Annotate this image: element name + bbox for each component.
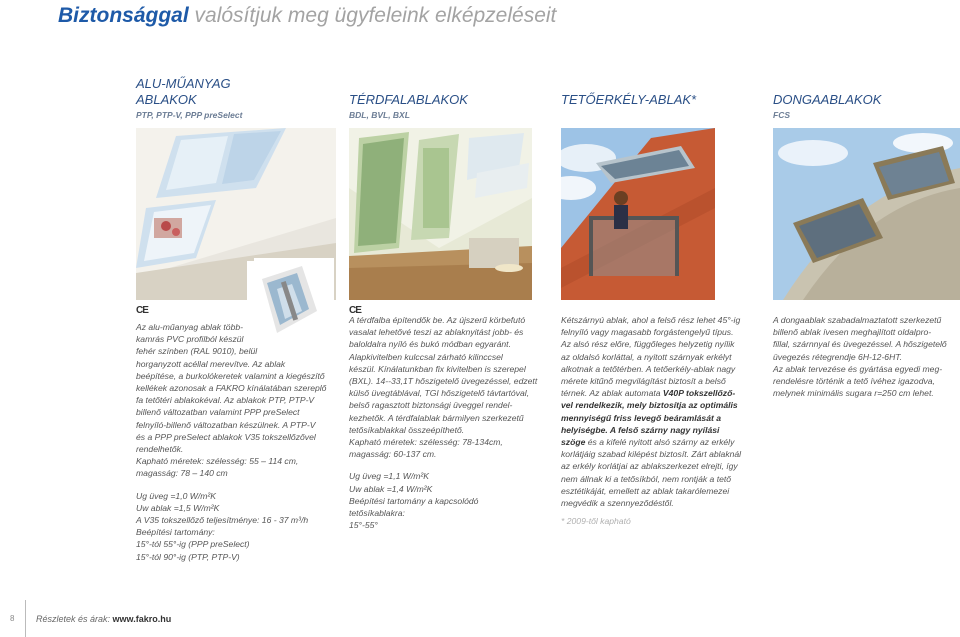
desc-alu-line: horganyzott acéllal merevítve. Az ablak [136, 358, 286, 369]
desc-erkely-line: Az alsó rész előre, függőleges helyzetig nyílik [561, 339, 735, 350]
desc-alu-line: rendelhetők. [136, 444, 184, 455]
col-subtitle-1: PTP, PTP-V, PPP preSelect [136, 110, 243, 120]
desc-alu [136, 321, 346, 563]
terdfal-uw-value: Uw ablak =1,4 W/m²K [349, 483, 433, 494]
desc-terdfal-line: baloldalra nyíló és bukó módban egyaránt. [349, 339, 511, 350]
desc-alu-line: és a PPP preSelect ablakok V35 tokszellőzővel [136, 431, 316, 442]
desc-erkely [561, 314, 766, 527]
headline-rest: valósítjuk meg ügyfeleink elképzeléseit [188, 4, 557, 27]
desc-donga [773, 314, 958, 399]
desc-terdfal-line: tetősíkablakkal összeépíthető. [349, 424, 465, 435]
desc-alu-line: kellékek azonosak a FAKRO kínálatában szereplő [136, 383, 327, 394]
desc-erkely-bold: V40P tokszellőző- [662, 388, 736, 399]
desc-donga-line: melynek minimális sugara r=250 cm lehet. [773, 388, 934, 399]
desc-erkely-line [561, 412, 766, 424]
footer-label: Részletek és árak: [36, 614, 113, 624]
desc-erkely-line: mérete kitűnő megvilágítást biztosít a belső [561, 376, 726, 387]
col-header-erkely [561, 92, 696, 108]
desc-erkely-line: nem állnak ki a tetősíkból, nem rontják a tető [561, 473, 732, 484]
col-header-donga [773, 92, 881, 120]
desc-donga-line: Az ablak tervezése és gyártása egyedi meg- [773, 363, 943, 374]
desc-terdfal [349, 314, 554, 531]
col-title-1a: ALU-MŰANYAG [136, 76, 231, 91]
desc-donga-line: fillal, szárnnyal és üvegezéssel. A hőszigetelő [773, 339, 947, 350]
desc-erkely-line: alkotnak a tetőtérben. A tetőerkély-ablak nagy [561, 363, 736, 374]
footer-divider [25, 600, 26, 637]
photo-roof-balcony [561, 128, 715, 300]
col-subtitle-4: FCS [773, 110, 790, 120]
desc-erkely-line: esztétikáját, emellett az ablak takarólemezei [561, 485, 730, 496]
desc-erkely-line: Kétszárnyú ablak, ahol a felső rész lehet 45°-ig [561, 315, 741, 325]
desc-donga-line: A dongaablak szabadalmaztatott szerkezetű [773, 315, 942, 325]
desc-erkely-line: megvédik a szennyeződéstől. [561, 498, 674, 509]
desc-erkely-text: és a kifelé nyitott alsó szárny az erkély [585, 437, 735, 448]
ce-mark-1: CE [136, 305, 148, 316]
col-title-2: TÉRDFALABLAKOK [349, 92, 468, 107]
desc-alu-line: fehér színben (RAL 9010), belül [136, 346, 258, 357]
photo-barrel-windows [773, 128, 960, 300]
desc-terdfal-line: magasság: 60-137 cm. [349, 449, 437, 460]
desc-terdfal-line: készül. Kínálatunkban fix kivitelben is szerepel [349, 363, 526, 374]
desc-alu-line: billenő változatban valamint PPP preSelect [136, 407, 300, 418]
desc-terdfal-line: (BXL). 14--33,1T hőszigetelő üvegezéssel, edzett [349, 376, 538, 387]
desc-erkely-line: korlátjáig szabad kilépést biztosít. Zárt ablaknál [561, 449, 742, 460]
alu-range-1: 15°-tól 55°-ig (PPP preSelect) [136, 539, 250, 550]
alu-range-label: Beépítési tartomány: [136, 527, 215, 538]
alu-ug-value: Ug üveg =1,0 W/m²K [136, 490, 216, 501]
desc-erkely-line: az oldalsó korláttal, a nyitott szárnyak erkélyt [561, 351, 732, 362]
desc-terdfal-line: belső ragasztott biztonsági üveggel rendel- [349, 400, 513, 411]
desc-erkely-bold: szöge [561, 437, 586, 448]
desc-erkely-bold: mennyiségű friss levegő beáramlását a [561, 412, 722, 423]
desc-donga-line: rendelésre történik a tető ívéhez igazodva, [773, 376, 935, 387]
alu-range-2: 15°-tól 90°-ig (PTP, PTP-V) [136, 551, 240, 562]
footer-url-link[interactable]: www.fakro.hu [112, 614, 172, 624]
col-subtitle-2: BDL, BVL, BXL [349, 110, 410, 120]
footer-text [36, 614, 171, 624]
alu-v35-value: A V35 tokszellőző teljesítménye: 16 - 37 m³/h [136, 515, 309, 526]
col-header-terdfal [349, 92, 468, 120]
desc-alu-line: beépítése, a burkolókeretek valamint a kiegészítő [136, 370, 325, 381]
terdfal-range-label: Beépítési tartomány a kapcsolódó [349, 495, 479, 506]
desc-alu-line: Az alu-műanyag ablak több- [136, 322, 244, 332]
terdfal-range: 15°-55° [349, 520, 378, 531]
desc-erkely-bold: vel rendelkezik, mely biztosítja az optimális [561, 400, 738, 411]
ce-mark-2: CE [349, 305, 361, 316]
col-title-3: TETŐERKÉLY-ABLAK* [561, 92, 697, 107]
desc-erkely-line: felnyíló vagy magasabb forgástengelyű típus. [561, 327, 734, 338]
terdfal-range-label-2: tetősíkablakra: [349, 508, 405, 519]
terdfal-ug-value: Ug üveg =1,1 W/m²K [349, 471, 429, 482]
page-number: 8 [10, 614, 15, 623]
col-title-1b: ABLAKOK [136, 92, 197, 107]
desc-erkely-line [561, 387, 766, 399]
desc-donga-line: billenő ablak ívesen meghajlított oldalpro- [773, 327, 932, 338]
desc-erkely-text: térnek. Az ablak automata [561, 388, 663, 399]
desc-terdfal-line: Kapható méretek: szélesség: 78-134cm, [349, 437, 503, 448]
desc-erkely-line [561, 399, 766, 411]
desc-erkely-line [561, 424, 766, 436]
desc-erkely-bold: helyiségbe. A felső szárny nagy nyílási [561, 424, 720, 435]
col-title-4: DONGAABLAKOK [773, 92, 882, 107]
desc-erkely-line: az erkély korlátjai az ablakszerkezet elrejti, így [561, 461, 738, 472]
availability-note: * 2009-től kapható [561, 516, 631, 527]
desc-alu-line: kamrás PVC profilból készül [136, 334, 244, 345]
alu-uw-value: Uw ablak =1,5 W/m²K [136, 502, 220, 513]
headline-bold: Biztonsággal [58, 4, 189, 27]
desc-terdfal-line: vasalat lehetővé teszi az ablaknyitást jobb- és [349, 327, 524, 338]
desc-alu-line: felnyíló-billenő változatban készülnek. A PTP-V [136, 419, 316, 430]
desc-donga-line: üvegezés rétegrendje 6H-12-6HT. [773, 351, 903, 362]
desc-terdfal-line: Alapkivitelben kulccsal zárható kilinccsel [349, 351, 503, 362]
photo-knee-wall-windows [349, 128, 532, 300]
desc-alu-line: magasság: 78 – 140 cm [136, 468, 228, 479]
col-header-alu [136, 76, 242, 120]
desc-terdfal-line: külső üvegtáblával, TGI hőszigetelő távtartóval, [349, 388, 530, 399]
desc-erkely-line [561, 436, 766, 448]
page-headline [58, 4, 556, 28]
desc-alu-line: fa tetőtéri ablakokéval. Az ablakok PTP, PTP-V [136, 395, 315, 406]
desc-alu-line: Kapható méretek: szélesség: 55 – 114 cm, [136, 456, 299, 467]
desc-terdfal-line: kezhetők. A térdfalablak bármilyen szerkezetű [349, 412, 524, 423]
desc-terdfal-line: A térdfalba építendők be. Az újszerű körbefutó [349, 315, 526, 325]
